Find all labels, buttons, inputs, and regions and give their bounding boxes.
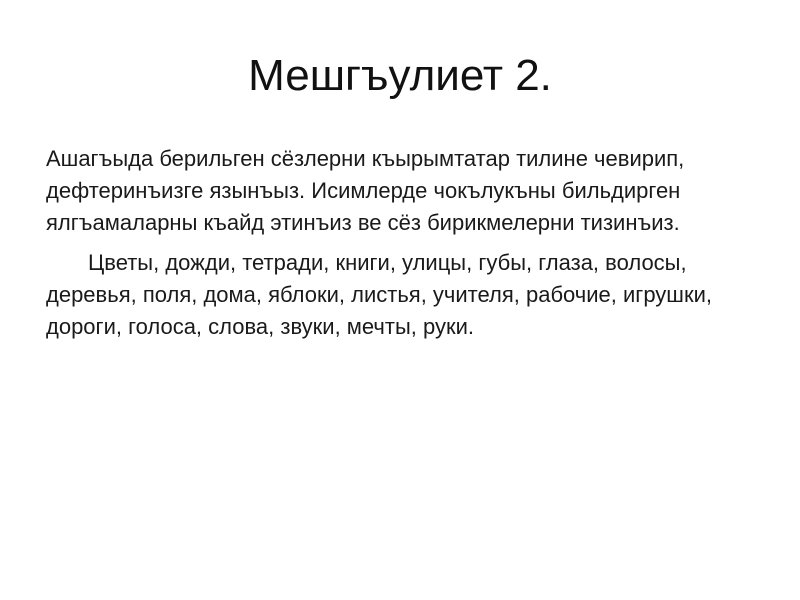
instruction-paragraph: Ашагъыда берильген сёзлерни къырымтатар тилине чевирип, дефтеринъизге язынъыз. Исимлерде чокълукъны бильдирген ялгъамаларны къайд этинъиз ве сёз бирикмелерни тизинъиз.: [46, 146, 685, 235]
word-list-paragraph: Цветы, дожди, тетради, книги, улицы, губы, глаза, волосы, деревья, поля, дома, яблоки, листья, учителя, рабочие, игрушки, дороги, голоса, слова, звуки, мечты, руки.: [46, 250, 712, 339]
slide-body: [46, 143, 756, 343]
slide-title: Мешгъулиет 2.: [248, 51, 552, 100]
